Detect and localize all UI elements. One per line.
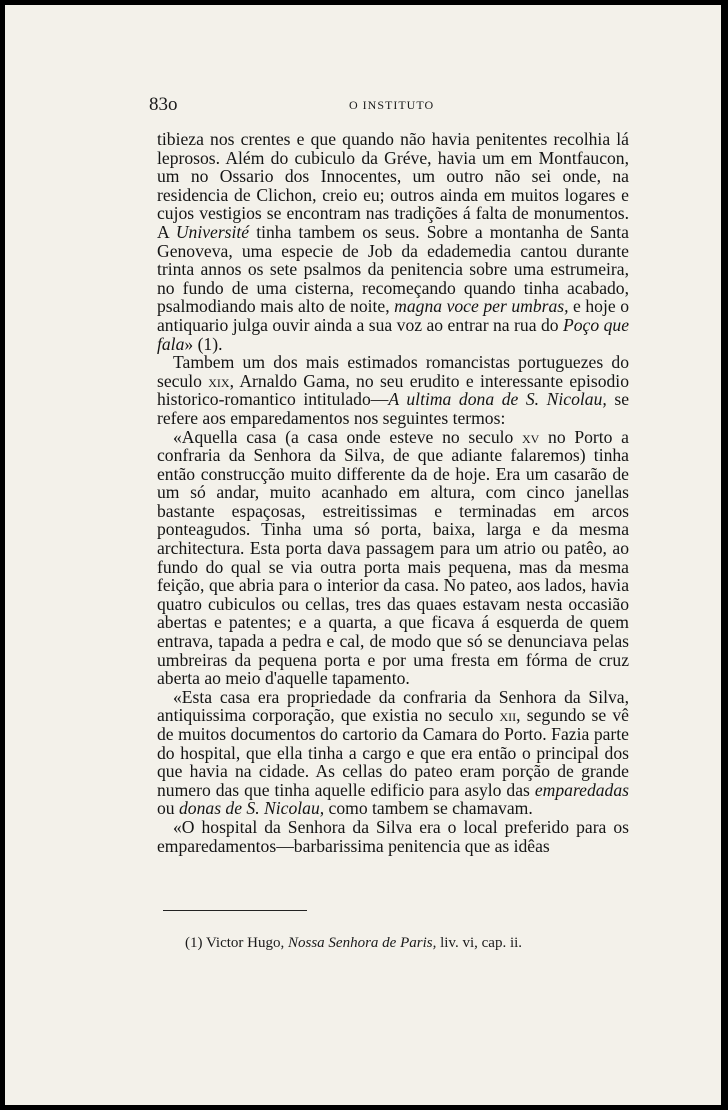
paragraph (157, 353, 629, 427)
italic-text: magna voce per umbras, (394, 296, 569, 317)
text-run: ou (157, 798, 179, 819)
text-run: como tambem se chamavam. (324, 798, 533, 819)
page-number: 83o (149, 94, 178, 115)
text-run: «Aquella casa (a casa onde esteve no seculo (173, 426, 523, 447)
text-run: , segundo se vê de muitos documentos do cartorio da Camara do Porto. Fazia parte do hospital, que ella tinha a cargo e que era então o principal dos que havia na cidade. As cellas do pateo eram porção de grande numero das que tinha aquelle edificio para asylo das (157, 705, 629, 800)
text-run: xii (499, 705, 517, 726)
text-run: «Esta casa era propriedade da confraria da Senhora da Silva, antiquissima corporação, que existia no seculo (157, 686, 629, 726)
footnote-author: Victor Hugo, (205, 935, 285, 951)
paragraph (157, 688, 629, 818)
italic-text: A ultima dona de S. Nicolau, (388, 389, 607, 410)
text-run: tibieza nos crentes e que quando não havia penitentes recolhia lá leprosos. Além do cubiculo da Gréve, havia um em Montfaucon, um no Ossario dos Innocentes, um outro não sei onde, na residencia de Clichon, creio eu; outros ainda em muitos logares e cujos vestigios se encontram nas tradições á falta de monumentos. A (157, 129, 629, 242)
paragraph (157, 428, 629, 688)
text-run: tinha tambem os seus. Sobre a montanha de Santa Genoveva, uma especie de Job da edademedia cantou durante trinta annos os sete psalmos da penitencia sobre uma estrumeira, no fundo de uma cisterna, recomeçando quando tinha acabado, psalmodiando mais alto de noite, (157, 221, 629, 317)
running-head: O INSTITUTO (349, 98, 435, 112)
paragraph (157, 818, 629, 855)
footnote-rule (163, 910, 307, 911)
paragraph (157, 130, 629, 353)
italic-text: Poço que fala (157, 314, 630, 354)
book-page (5, 5, 721, 1105)
body-text (157, 130, 629, 855)
text-run: se refere aos emparedamentos nos seguintes termos: (157, 389, 630, 428)
italic-text: donas de S. Nicolau, (179, 798, 325, 819)
text-run: «O hospital da Senhora da Silva era o local preferido para os emparedamentos—barbarissima penitencia que as idêas (157, 816, 629, 856)
footnote-ref: liv. vi, cap. ii. (440, 935, 523, 951)
text-run: , Arnaldo Gama, no seu erudito e interessante episodio historico-romantico intitulado— (157, 370, 629, 410)
text-run: e hoje o antiquario julga ouvir ainda a sua voz ao entrar na rua do (157, 296, 630, 335)
page-header (149, 94, 629, 114)
italic-text: emparedadas (534, 779, 629, 800)
text-run: xv (522, 426, 540, 447)
text-run: » (1). (184, 333, 223, 354)
text-run: Tambem um dos mais estimados romancistas portuguezes do seculo (157, 352, 629, 391)
italic-text: Université (175, 221, 250, 242)
footnote-title: Nossa Senhora de Paris, (288, 935, 437, 951)
text-run: xix (208, 370, 230, 391)
text-run: no Porto a confraria da Senhora da Silva, de que adiante falaremos) tinha então construcção muito differente da de hoje. Era um casarão de um só andar, muito acanhado em altura, com cinco janellas bastante espaçosas, estreitissimas e terminadas em arcos ponteagudos. Tinha uma só porta, baixa, larga e da mesma architectura. Esta porta dava passagem para um atrio ou patêo, ao fundo do qual se via outra porta mais pequena, mas da mesma feição, que abria para o interior da casa. No pateo, aos lados, havia quatro cubiculos ou cellas, tres das quaes estavam nesta occasião abertas e patentes; e a quarta, a que ficava á esquerda de quem entrava, tapada a pedra e cal, de modo que só se denunciava pelas umbreiras da pequena porta e por uma fresta em fórma de cruz aberta ao meio d'aquelle tapamento. (157, 426, 629, 689)
footnote (185, 935, 605, 952)
footnote-marker: (1) (185, 935, 203, 951)
